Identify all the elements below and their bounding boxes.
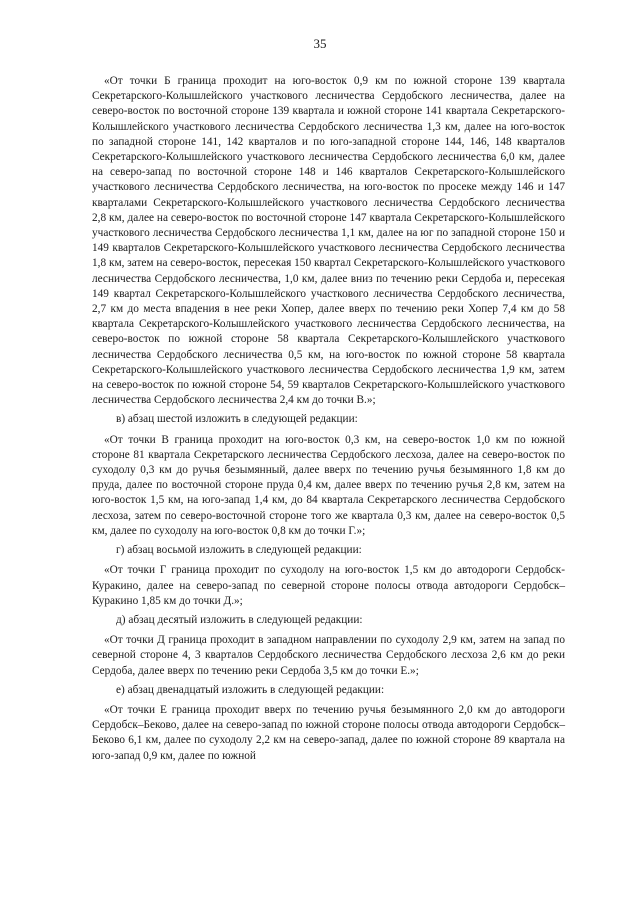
paragraph-point-g: «От точки Г граница проходит по суходолу на юго-восток 1,5 км до автодороги Сердобск-Куракино, далее на северо-запад по северной стороне полосы отвода автодороги Сердобск–Куракино 1,85 км до точки Д.»; (92, 564, 565, 607)
document-body (92, 74, 565, 764)
paragraph-point-b: «От точки Б граница проходит на юго-восток 0,9 км по южной стороне 139 квартала Секретарского-Колышлейского участкового лесничества Сердобского лесничества, далее на северо-восток по восточной стороне 139 квартала и южной стороне 141 квартала Секретарского-Колышлейского участкового лесничества Сердобского лесничества 1,3 км, далее на юго-восток по западной стороне 141, 142 кварталов и по юго-западной стороне 144, 146, 148 кварталов Секретарского-Колышлейского участкового лесничества Сердобского лесничества 6,0 км, далее на северо-запад по восточной стороне 148 и 146 кварталов Секретарского-Колышлейского участкового лесничества Сердобского лесничества, на юго-восток по просеке между 146 и 147 кварталами Секретарского-Колышлейского участкового лесничества Сердобского лесничества 2,8 км, далее на северо-восток по восточной стороне 147 квартала Секретарского-Колышлейского участкового лесничества Сердобского лесничества 1,1 км, далее на юг по западной стороне 150 и 149 кварталов Секретарского-Колышлейского участкового лесничества Сердобского лесничества 1,8 км, затем на северо-восток, пересекая 150 квартал Секретарского-Колышлейского участкового лесничества Сердобского лесничества, 1,0 км, далее вниз по течению реки Сердоба и, пересекая 149 квартал Секретарского-Колышлейского участкового лесничества Сердобского лесничества, 2,7 км до места впадения в нее реки Хопер, далее вверх по течению реки Хопер 7,4 км до 58 квартала Секретарского-Колышлейского участкового лесничества Сердобского лесничества, на северо-восток по южной стороне 58 квартала Секретарского-Колышлейского участкового лесничества Сердобского лесничества 0,5 км, на юго-восток по южной стороне 58 квартала Секретарского-Колышлейского участкового лесничества Сердобского лесничества 1,9 км, затем на северо-восток по южной стороне 54, 59 кварталов Секретарского-Колышлейского участкового лесничества Сердобского лесничества 2,4 км до точки В.»; (92, 75, 565, 407)
amendment-item-v: в) абзац шестой изложить в следующей редакции: (116, 413, 358, 426)
amendment-item-g: г) абзац восьмой изложить в следующей редакции: (116, 544, 362, 557)
amendment-item-e: е) абзац двенадцатый изложить в следующей редакции: (116, 683, 385, 696)
amendment-item-d: д) абзац десятый изложить в следующей редакции: (116, 613, 363, 626)
paragraph-point-e: «От точки Е граница проходит вверх по течению ручья безымянного 2,0 км до автодороги Сердобск–Беково, далее на северо-запад по южной стороне полосы отвода автодороги Сердобск–Беково 6,1 км, далее по суходолу 2,2 км на северо-запад, далее по южной стороне 89 квартала на юго-запад 0,9 км, далее по южной (92, 703, 565, 762)
page-number: 35 (313, 36, 327, 51)
paragraph-point-v: «От точки В граница проходит на юго-восток 0,3 км, на северо-восток 1,0 км по южной стороне 81 квартала Секретарского лесничества Сердобского лесхоза, далее на северо-восток по суходолу 0,3 км до ручья безымянный, далее вверх по течению ручья безымянного 1,8 км до пруда, далее по восточной стороне пруда 0,4 км, далее вверх по течению ручья 2,8 км, затем на юго-восток 1,5 км, на юго-запад 1,4 км, до 84 квартала Секретарского лесничества Сердобского лесхоза, затем по северо-восточной стороне того же квартала 0,3 км, далее на северо-восток 0,5 км, далее по суходолу на юго-восток 0,8 км до точки Г.»; (92, 433, 565, 537)
paragraph-point-d: «От точки Д граница проходит в западном направлении по суходолу 2,9 км, затем на запад по северной стороне 4, 3 кварталов Сердобского лесничества Сердобского лесхоза 2,6 км до реки Сердоба, далее вверх по течению реки Сердоба 3,5 км до точки Е.»; (92, 634, 565, 677)
